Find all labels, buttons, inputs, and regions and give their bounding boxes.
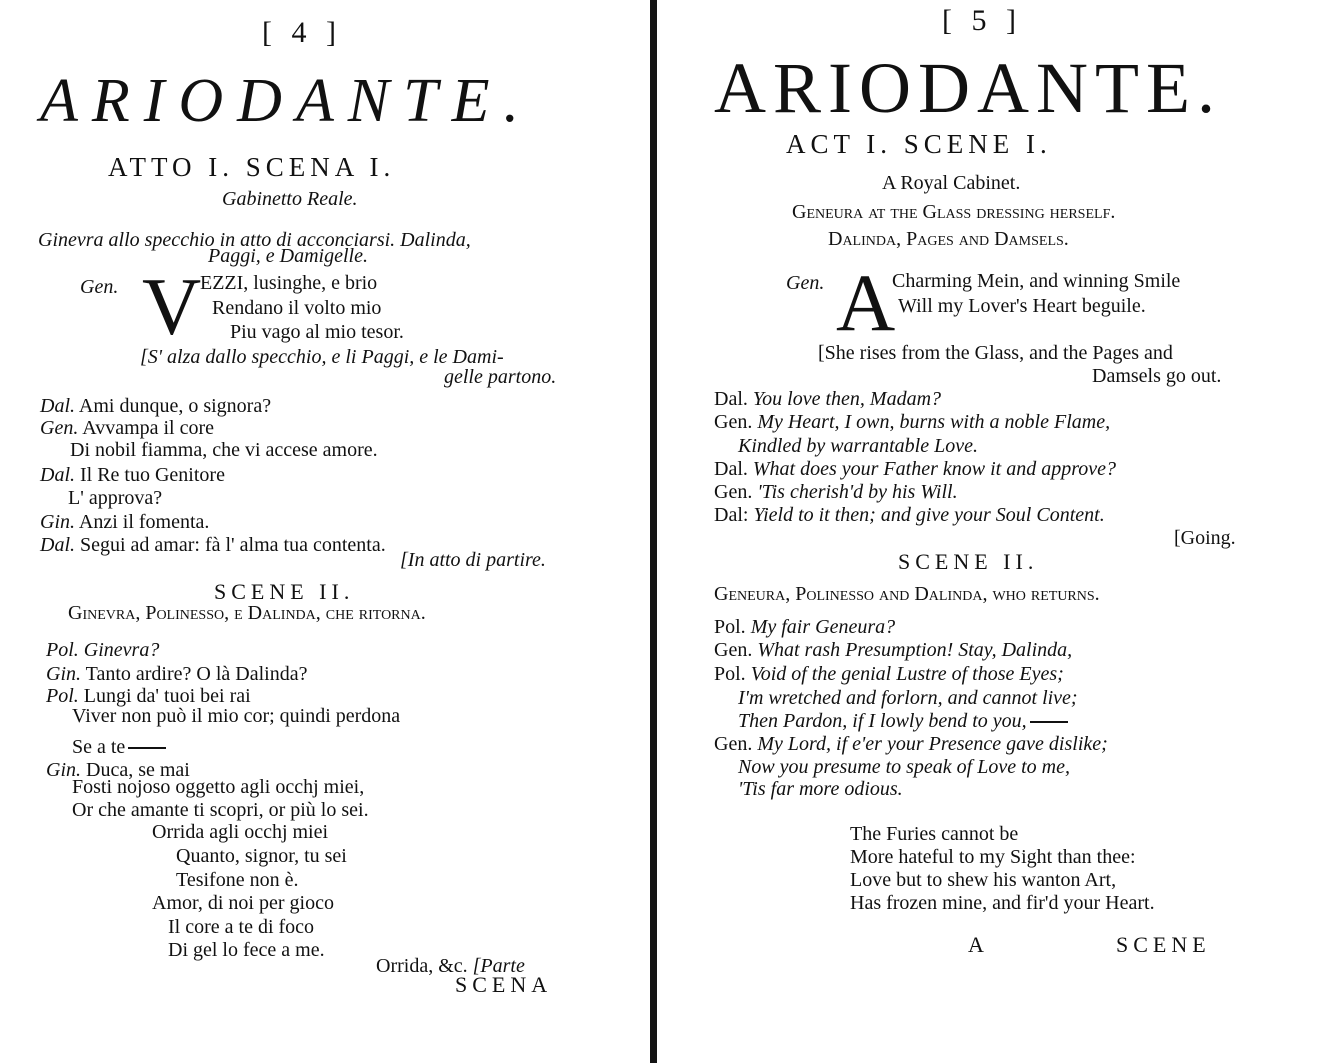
aria-line: Quanto, signor, tu sei [176, 845, 347, 867]
speaker-label: Gen. [80, 276, 119, 298]
right-page [660, 0, 1330, 1063]
dialogue-line: Gin. Anzi il fomenta. [40, 511, 210, 533]
aria-line: Will my Lover's Heart beguile. [898, 295, 1146, 317]
page-number: [ 4 ] [262, 16, 342, 49]
dialogue-line: Gen. 'Tis cherish'd by his Will. [714, 481, 958, 503]
dialogue-line: Dal. You love then, Madam? [714, 388, 942, 410]
dialogue-line: Then Pardon, if I lowly bend to you, [738, 711, 1068, 731]
dialogue-line: Gen. My Lord, if e'er your Presence gave dislike; [714, 733, 1108, 755]
aria-line: Tesifone non è. [176, 869, 299, 891]
characters-line-2: Paggi, e Damigelle. [208, 245, 368, 267]
dialogue-line: L' approva? [68, 487, 163, 509]
scene-setting: A Royal Cabinet. [882, 172, 1021, 194]
aria-line: Love but to shew his wanton Art, [850, 869, 1117, 891]
scene-heading: SCENE II. [898, 549, 1039, 574]
page-title: ARIODANTE. [40, 67, 534, 135]
stage-direction: gelle partono. [444, 366, 557, 388]
scene-heading: SCENE II. [214, 579, 355, 604]
dialogue-line: Dal. Il Re tuo Genitore [40, 464, 225, 486]
dialogue-line: Kindled by warrantable Love. [738, 435, 978, 457]
dialogue-line: 'Tis far more odious. [738, 778, 903, 800]
aria-line: Rendano il volto mio [212, 297, 382, 319]
scene-setting: Gabinetto Reale. [222, 188, 358, 210]
dialogue-line: Gin. Tanto ardire? O là Dalinda? [46, 663, 308, 685]
catchword: SCENE [1116, 932, 1211, 957]
aria-line: Charming Mein, and winning Smile [892, 270, 1181, 292]
dialogue-line: Dal. What does your Father know it and approve? [714, 458, 1116, 480]
dialogue-line: Pol. Void of the genial Lustre of those Eyes; [714, 663, 1064, 685]
dialogue-line: Gen. My Heart, I own, burns with a noble Flame, [714, 411, 1111, 433]
dialogue-line: I'm wretched and forlorn, and cannot live; [738, 687, 1078, 709]
dialogue-line: Now you presume to speak of Love to me, [738, 756, 1070, 778]
dialogue-line: Gen. Avvampa il core [40, 417, 215, 439]
dialogue-line: Dal. Segui ad amar: fà l' alma tua contenta. [40, 534, 386, 556]
aria-line: Amor, di noi per gioco [152, 892, 334, 914]
stage-direction: Damsels go out. [1092, 365, 1222, 387]
aria-line: Di gel lo fece a me. [168, 939, 325, 961]
aria-line: More hateful to my Sight than thee: [850, 846, 1136, 868]
dialogue-line: Dal: Yield to it then; and give your Soul Content. [714, 504, 1105, 526]
stage-direction: [In atto di partire. [400, 549, 546, 571]
dialogue-line: Gen. What rash Presumption! Stay, Dalinda, [714, 639, 1073, 661]
scene-characters: Geneura, Polinesso and Dalinda, who returns. [714, 583, 1100, 605]
page-title: ARIODANTE. [714, 48, 1222, 128]
aria-line: Piu vago al mio tesor. [230, 321, 404, 343]
characters-line-2: Dalinda, Pages and Damsels. [828, 228, 1069, 250]
aria-line: Orrida agli occhj miei [152, 821, 329, 843]
aria-line: Il core a te di foco [168, 916, 315, 938]
catchword: SCENA [455, 972, 553, 997]
aria-da-capo: Orrida, &c. [Parte [376, 955, 525, 977]
aria-first-line: EZZI, lusinghe, e brio [200, 272, 378, 294]
characters-line-1: Ginevra allo specchio in atto di acconciarsi. Dalinda, [38, 229, 471, 251]
dialogue-line: Dal. Ami dunque, o signora? [40, 395, 272, 417]
left-page [0, 0, 648, 1063]
catchword-a: A [968, 932, 989, 957]
dialogue-line: Pol. My fair Geneura? [714, 616, 896, 638]
speaker-label: Gen. [786, 272, 825, 294]
aria-line: The Furies cannot be [850, 823, 1019, 845]
drop-cap: A [836, 257, 896, 348]
scene-characters: Ginevra, Polinesso, e Dalinda, che ritorna. [68, 602, 426, 624]
dialogue-line: Gin. Duca, se mai [46, 759, 190, 781]
page-number: [ 5 ] [942, 4, 1022, 37]
dialogue-line: Viver non può il mio cor; quindi perdona [72, 705, 401, 727]
dialogue-line: Fosti nojoso oggetto agli occhj miei, [72, 776, 365, 798]
dialogue-line: Pol. Ginevra? [46, 639, 160, 661]
stage-direction: [S' alza dallo specchio, e li Paggi, e le Dami- [140, 346, 504, 368]
act-heading: ATTO I. SCENA I. [108, 152, 396, 182]
aria-line: Has frozen mine, and fir'd your Heart. [850, 892, 1155, 914]
dialogue-line: Se a te [72, 737, 166, 757]
book-gutter [650, 0, 657, 1063]
dialogue-line: Di nobil fiamma, che vi accese amore. [70, 439, 378, 461]
act-heading: ACT I. SCENE I. [786, 129, 1052, 159]
dialogue-line: Or che amante ti scopri, or più lo sei. [72, 799, 369, 821]
stage-direction: [Going. [1174, 527, 1236, 549]
dialogue-line: Pol. Lungi da' tuoi bei rai [46, 685, 251, 707]
drop-cap: V [142, 261, 202, 352]
stage-direction: [She rises from the Glass, and the Pages and [818, 342, 1173, 364]
characters-line-1: Geneura at the Glass dressing herself. [792, 201, 1116, 223]
